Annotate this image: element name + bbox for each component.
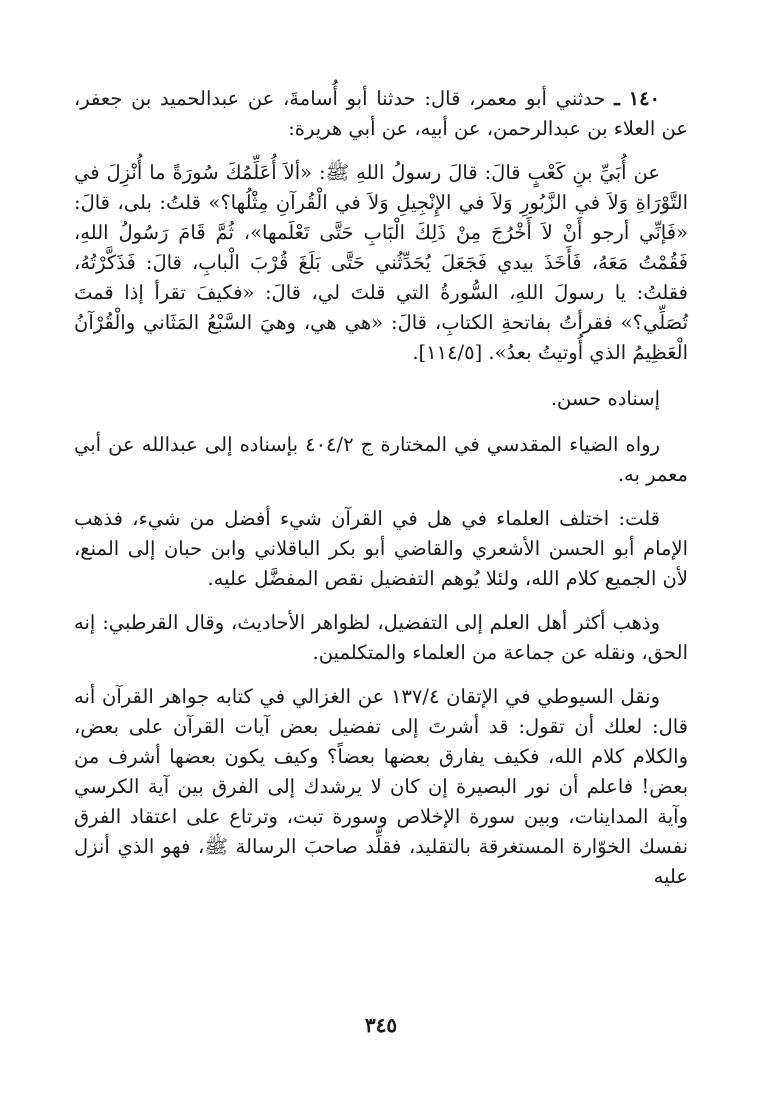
- isnad-grade-block: [74, 384, 688, 414]
- hadith-dash: ـ: [614, 87, 620, 110]
- hadith-isnad-block: [74, 84, 688, 144]
- takhrij-block: [74, 430, 688, 490]
- hadith-matn: عن أُبَيِّ بنِ كَعْبٍ قالَ: قالَ رسولُ اللهِ ﷺ: «ألاَ أُعَلِّمُكَ سُورَةً ما أُنْزِلَ في التَّوْرَاةِ وَلاَ في الزَّبُورِ وَلاَ في الإِنْجِيلِ وَلاَ في الْقُرآنِ مِثْلُها؟» قلتُ: بلى، قالَ: «فَإنِّي أرجو أَنْ لاَ أَخْرُجَ مِنْ ذَلِكَ الْبَابِ حَتَّى تَعْلَمها»، ثُمَّ قَامَ رَسُولُ اللهِ، فَقُمْتُ مَعَهُ، فَأَخَذَ بيدي فَجَعَلَ يُحَدِّثُني حَتَّى بَلَغَ قُرْبَ الْبابِ، قالَ: فَذَكَّرْتُهُ، فقلتُ: يا رسولَ اللهِ، السُّورةُ التي قلتَ لي، قالَ: «فكيفَ تقرأ إذا قمتَ تُصَلِّي؟» فقرأتُ بفاتحةِ الكتابِ، قالَ: «هي هي، وهيَ السَّبْعُ المَثَاني والْقُرْآنُ الْعَظِيمُ الذي أُوتيتُ بعدُ». [١١٤/٥].: [74, 161, 688, 364]
- commentary-text-1: قلت: اختلف العلماء في هل في القرآن شيء أفضل من شيء، فذهب الإمام أبو الحسن الأشعري والقاضي أبو بكر الباقلاني وابن حبان إلى المنع، لأن الجميع كلام الله، ولئلا يُوهم التفضيل نقص المفضَّل عليه.: [74, 507, 688, 590]
- hadith-isnad: حدثني أبو معمر، قال: حدثنا أبو أُسامةَ، عن عبدالحميد بن جعفر، عن العلاء بن عبدالرحمن، عن أبيه، عن أبي هريرة:: [74, 87, 688, 140]
- page-number: ٣٤٥: [364, 1013, 398, 1037]
- isnad-grade: إسناده حسن.: [550, 387, 660, 410]
- commentary-text-3: ونقل السيوطي في الإتقان ١٣٧/٤ عن الغزالي في كتابه جواهر القرآن أنه قال: لعلك أن تقول: قد أشرتَ إلى تفضيل بعض آيات القرآن على بعض، والكلام كلام الله، فكيف يفارق بعضها بعضاً؟ وكيف يكون بعضها أشرف من بعض! فاعلم أن نور البصيرة إن كان لا يرشدك إلى الفرق بين آية الكرسي وآية المداينات، وبين سورة الإخلاص وسورة تبت، وترتاع على اعتقاد الفرق نفسك الخوّارة المستغرقة بالتقليد، فقلِّد صاحبَ الرسالة ﷺ، فهو الذي أنزل عليه: [74, 685, 688, 888]
- commentary-text-2: وذهب أكثر أهل العلم إلى التفضيل، لظواهر الأحاديث، وقال القرطبي: إنه الحق، ونقله عن جماعة من العلماء والمتكلمين.: [74, 611, 688, 664]
- commentary-paragraph-1: [74, 504, 688, 594]
- commentary-paragraph-2: [74, 608, 688, 668]
- hadith-matn-block: [74, 158, 688, 368]
- takhrij-text: رواه الضياء المقدسي في المختارة ج ٤٠٤/٢ بإسناده إلى عبدالله عن أبي معمر به.: [74, 433, 688, 486]
- commentary-paragraph-3: [74, 682, 688, 892]
- hadith-isnad-line: [74, 84, 688, 144]
- hadith-number: ١٤٠: [628, 87, 661, 110]
